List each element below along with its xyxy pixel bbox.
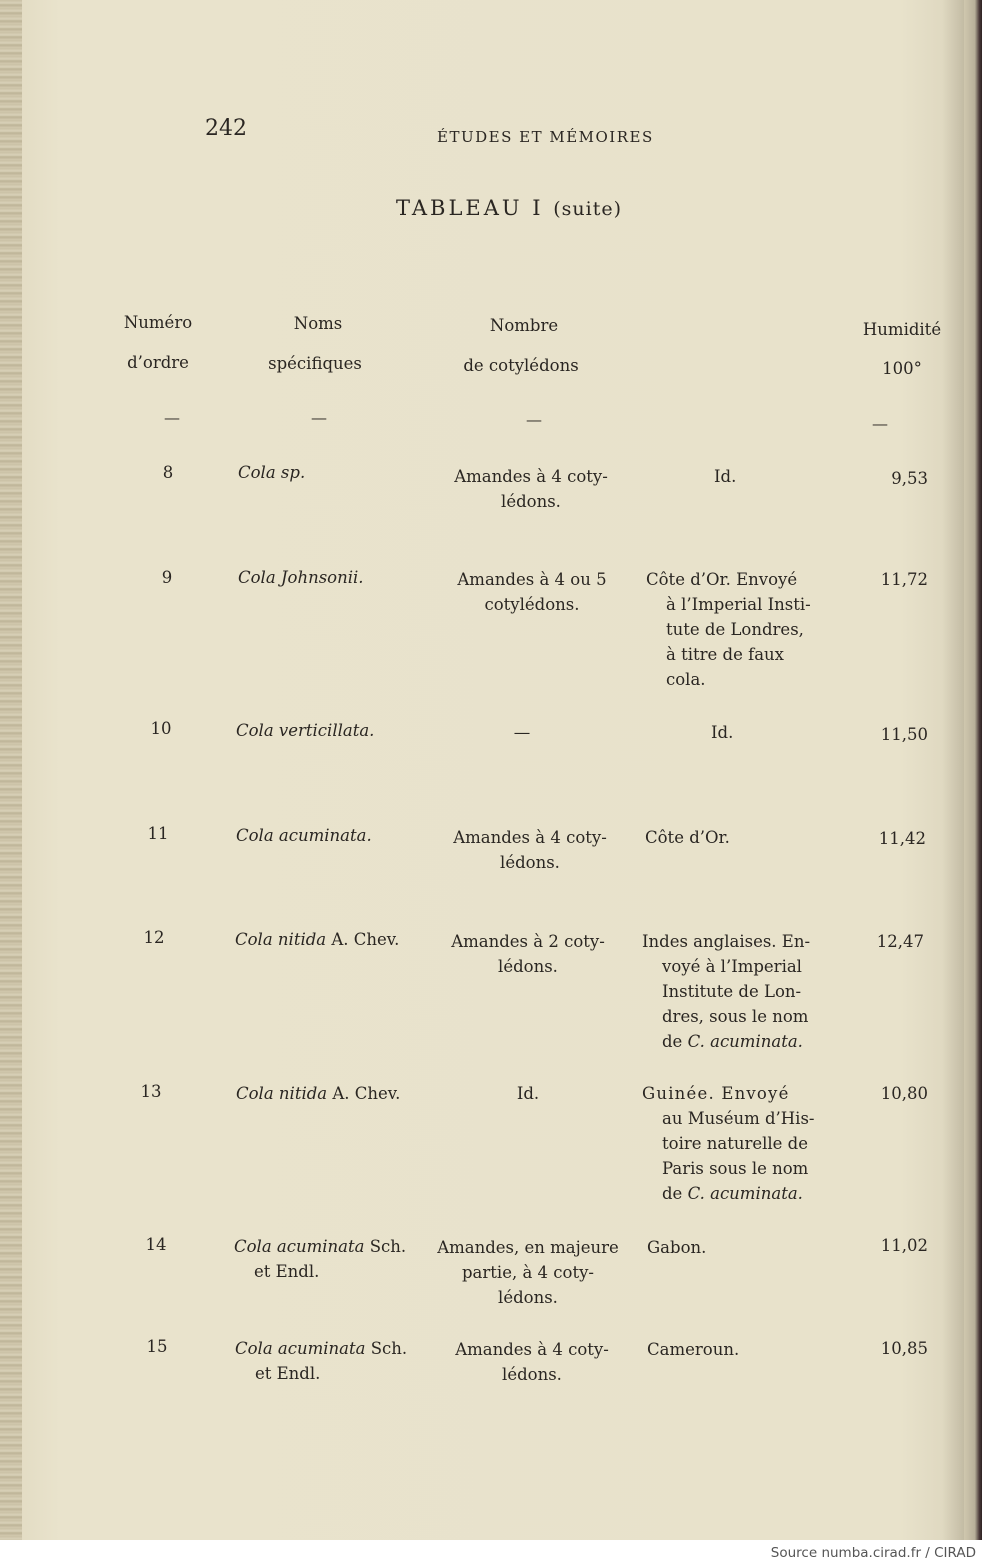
origin-line: Gabon. (647, 1238, 707, 1257)
species-name-line (234, 1234, 434, 1259)
species-authority: Sch. (364, 1237, 407, 1256)
species-name-italic: Cola nitida (236, 1084, 328, 1103)
origin-line (642, 1029, 810, 1054)
origin-line: Indes anglaises. En- (642, 932, 811, 951)
running-head: ÉTUDES ET MÉMOIRES (437, 128, 654, 146)
species-name (238, 565, 438, 590)
cotyledons-cell (432, 567, 632, 617)
origin-line: dres, sous le nom (662, 1007, 809, 1026)
origin-cell (647, 1337, 739, 1362)
cotyledons-line: lédons. (502, 1365, 562, 1384)
species-name-italic: Cola acuminata (235, 1339, 366, 1358)
humidity-value: 11,50 (880, 725, 928, 744)
source-credit: Source numba.cirad.fr / CIRAD (770, 1545, 976, 1561)
species-name (236, 1081, 436, 1106)
cotyledons-line: lédons. (498, 957, 558, 976)
species-name-line2: et Endl. (255, 1364, 321, 1383)
cotyledons-cell (432, 1337, 632, 1387)
row-number: 14 (145, 1235, 167, 1254)
species-name-italic: Cola nitida (235, 930, 327, 949)
origin-text: de (662, 1184, 688, 1203)
origin-line: Paris sous le nom (662, 1159, 809, 1178)
origin-line: Id. (714, 467, 737, 486)
origin-line: Guinée. Envoyé (642, 1084, 790, 1103)
origin-line: Cameroun. (647, 1340, 740, 1359)
species-name-line (235, 1336, 435, 1361)
humidity-value: 12,47 (876, 932, 924, 951)
cotyledons-line: Amandes à 4 coty- (453, 828, 607, 847)
row-number: 13 (140, 1082, 162, 1101)
origin-line: Institute de Lon- (662, 982, 802, 1001)
right-page-edge (964, 0, 982, 1540)
cotyledons-cell (428, 929, 628, 979)
cotyledons-line: lédons. (498, 1288, 558, 1307)
origin-text: de (662, 1032, 688, 1051)
origin-line: Id. (711, 723, 734, 742)
header-dash-nombre: — (526, 410, 542, 429)
cotyledons-line: partie, à 4 coty- (462, 1263, 594, 1282)
species-authority: Sch. (365, 1339, 408, 1358)
row-number: 8 (162, 463, 174, 482)
humidity-value: 10,85 (880, 1339, 928, 1358)
row-number: 12 (143, 928, 165, 947)
cotyledons-cell (431, 464, 631, 514)
species-name-line2: et Endl. (254, 1262, 320, 1281)
origin-line: cola. (666, 670, 706, 689)
origin-line: toire naturelle de (662, 1134, 809, 1153)
cotyledons-line: lédons. (501, 492, 561, 511)
origin-line: Côte d’Or. Envoyé (646, 570, 798, 589)
species-name-italic: Cola verticillata. (236, 721, 375, 740)
header-dash-humidite: — (872, 414, 888, 433)
species-name-italic: Cola Johnsonii. (238, 568, 364, 587)
humidity-value: 11,42 (878, 829, 926, 848)
cotyledons-cell (422, 720, 622, 745)
header-dash-numero: — (164, 408, 180, 427)
cotyledons-line: Amandes à 4 coty- (455, 1340, 609, 1359)
table-title-main: TABLEAU I (396, 196, 544, 220)
origin-line: tute de Londres, (666, 620, 804, 639)
cotyledons-line: lédons. (500, 853, 560, 872)
humidity-value: 10,80 (880, 1084, 928, 1103)
cotyledons-line: — (513, 723, 531, 742)
origin-line: voyé à l’Imperial (662, 957, 802, 976)
header-numero-line2: d’ordre (127, 353, 189, 372)
species-name (236, 718, 436, 743)
origin-line: Côte d’Or. (645, 828, 730, 847)
species-name-italic: Cola acuminata (234, 1237, 365, 1256)
origin-cell (642, 1081, 815, 1206)
header-numero-line1: Numéro (123, 313, 193, 332)
species-name-italic: Cola acuminata. (236, 826, 372, 845)
cotyledons-line: Amandes à 4 ou 5 (457, 570, 607, 589)
cotyledons-line: Amandes, en majeure (437, 1238, 619, 1257)
cotyledons-cell (430, 825, 630, 875)
cotyledons-line: Amandes à 2 coty- (451, 932, 605, 951)
header-nombre-line1: Nombre (489, 316, 559, 335)
header-humidite-line1: Humidité (862, 320, 942, 339)
cotyledons-line: Id. (516, 1084, 540, 1103)
species-authority: A. Chev. (327, 1084, 401, 1103)
origin-cell (646, 567, 811, 692)
origin-italic: C. acuminata. (687, 1184, 803, 1203)
cotyledons-cell (428, 1235, 628, 1310)
cotyledons-cell (428, 1081, 628, 1106)
species-name (234, 1234, 434, 1284)
table-title (396, 196, 622, 220)
origin-line: à titre de faux (666, 645, 784, 664)
origin-cell (642, 929, 810, 1054)
humidity-value: 9,53 (891, 469, 928, 488)
origin-cell (645, 825, 730, 850)
species-name (235, 927, 435, 952)
header-noms-line1: Noms (293, 314, 343, 333)
origin-cell (711, 720, 733, 745)
humidity-value: 11,02 (880, 1236, 928, 1255)
row-number: 10 (150, 719, 172, 738)
humidity-value: 11,72 (880, 570, 928, 589)
header-nombre-line2: de cotylédons (463, 356, 579, 375)
origin-cell (647, 1235, 706, 1260)
gutter-shadow (942, 0, 964, 1540)
species-name (235, 1336, 435, 1386)
species-name-italic: Cola sp. (238, 463, 306, 482)
species-name (236, 823, 436, 848)
header-dash-noms: — (311, 408, 327, 427)
header-humidite-line2: 100° (882, 359, 922, 378)
origin-line (642, 1181, 815, 1206)
species-authority: A. Chev. (326, 930, 400, 949)
table-title-suffix: (suite) (553, 198, 623, 220)
cotyledons-line: Amandes à 4 coty- (454, 467, 608, 486)
cotyledons-line: cotylédons. (484, 595, 580, 614)
page-number: 242 (205, 116, 247, 141)
origin-line: à l’Imperial Insti- (666, 595, 811, 614)
row-number: 15 (146, 1337, 168, 1356)
book-spine-edge (0, 0, 22, 1540)
header-noms-line2: spécifiques (268, 354, 362, 373)
origin-italic: C. acuminata. (687, 1032, 803, 1051)
origin-line: au Muséum d’His- (662, 1109, 815, 1128)
species-name (238, 460, 438, 485)
row-number: 9 (161, 568, 173, 587)
origin-cell (714, 464, 736, 489)
row-number: 11 (147, 824, 169, 843)
